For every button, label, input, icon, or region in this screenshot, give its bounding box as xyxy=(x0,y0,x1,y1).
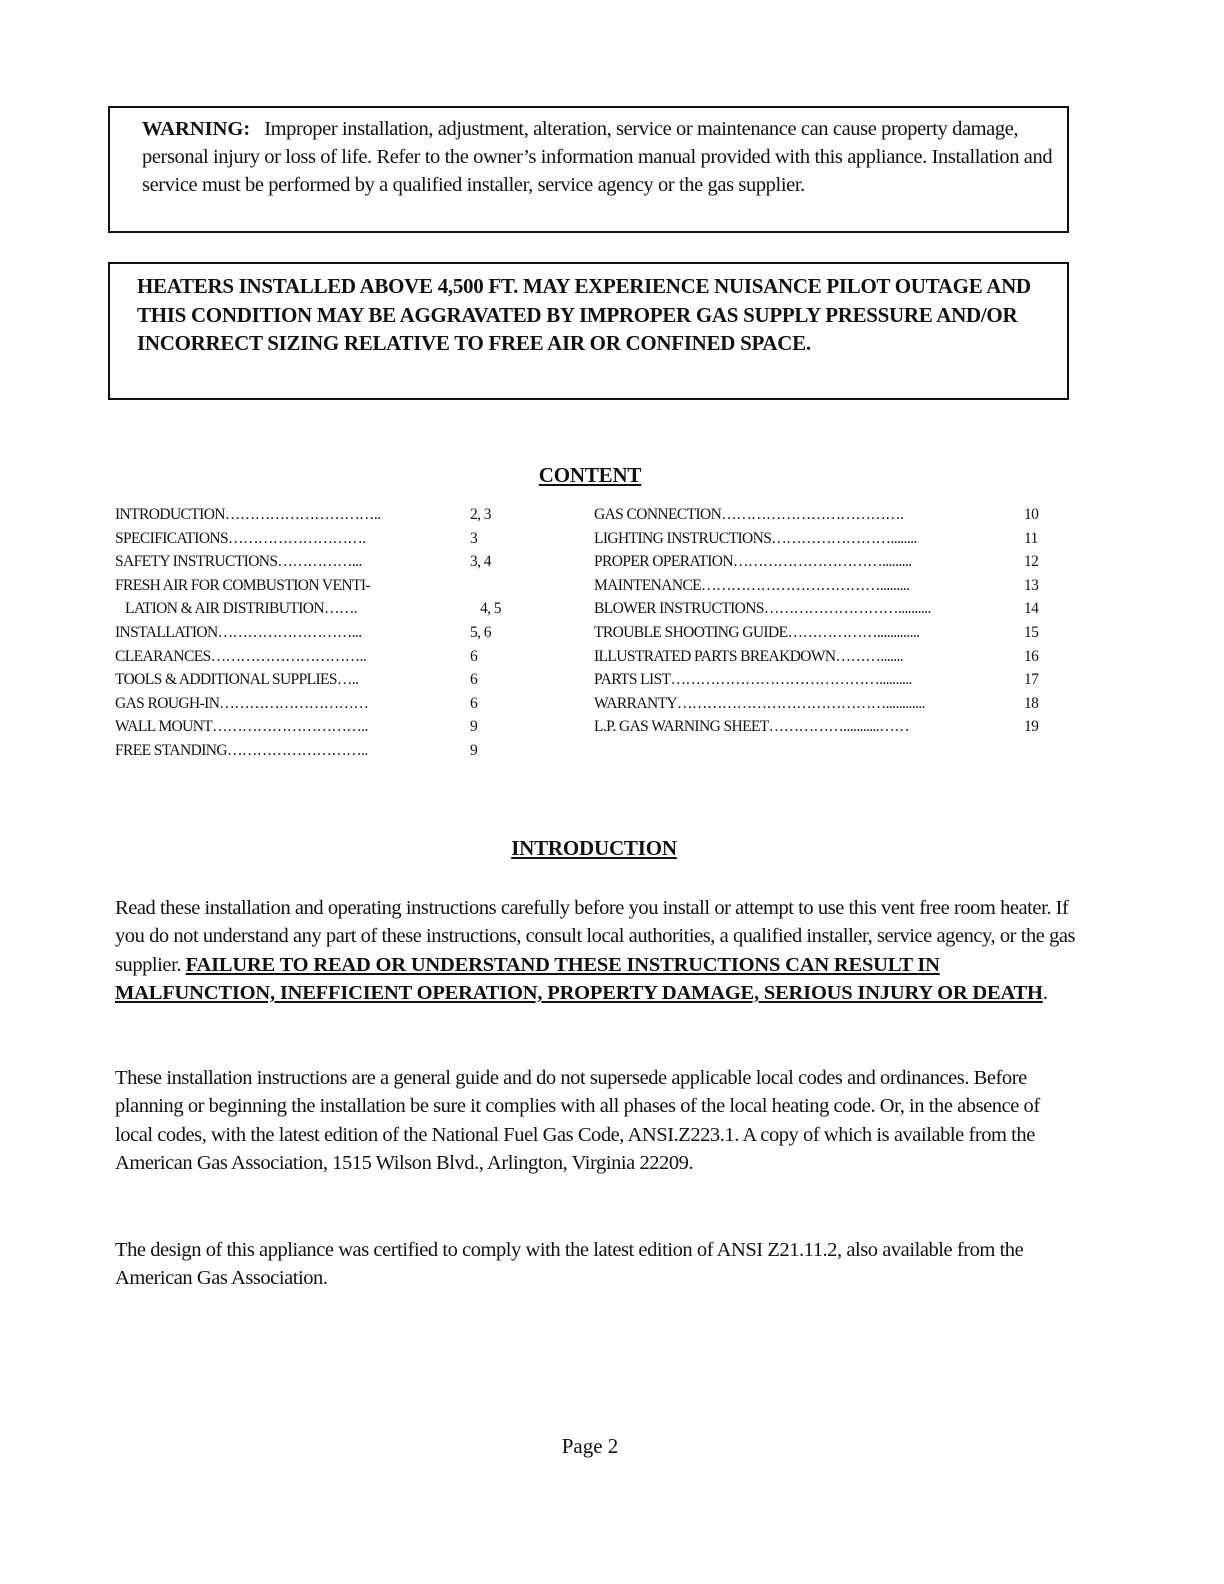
toc-entry xyxy=(594,715,1044,739)
toc-entry xyxy=(594,503,1044,527)
toc-entry-label: TROUBLE SHOOTING GUIDE………………............. xyxy=(594,623,920,641)
toc-entry-page: 11 xyxy=(1024,529,1038,547)
intro-p1-emphasis: FAILURE TO READ OR UNDERSTAND THESE INSTRUCTIONS CAN RESULT IN MALFUNCTION, INEFFICIENT OPERATION, PROPERTY DAMAGE, SERIOUS INJURY OR DEATH xyxy=(115,953,1043,1004)
toc-entry xyxy=(594,692,1044,716)
toc-entry-label: PARTS LIST…………………………………….......... xyxy=(594,671,912,689)
toc-entry xyxy=(115,550,525,574)
toc-entry xyxy=(594,645,1044,669)
toc-entry xyxy=(115,527,525,551)
toc-right-column xyxy=(594,503,1044,739)
content-heading: CONTENT xyxy=(538,463,642,487)
toc-entry xyxy=(594,574,1044,598)
toc-entry-label: L.P. GAS WARNING SHEET……………...........…… xyxy=(594,718,910,736)
toc-entry xyxy=(594,597,1044,621)
intro-p1-text: Read these installation and operating instructions carefully before you install or attempt to use this vent free room heater. If you do not understand any part of these instructions, consult local authorities, a qualified installer, service agency, or the gas supplier. xyxy=(115,897,1076,976)
toc-entry-label: LATION & AIR DISTRIBUTION……. xyxy=(125,600,358,618)
toc-entry xyxy=(115,597,525,621)
toc-entry-page: 6 xyxy=(470,671,478,689)
toc-entry xyxy=(594,527,1044,551)
toc-entry xyxy=(594,550,1044,574)
toc-entry-page: 14 xyxy=(1024,600,1039,618)
toc-entry xyxy=(115,692,525,716)
toc-entry-page: 5, 6 xyxy=(470,623,491,641)
toc-entry xyxy=(115,645,525,669)
toc-entry-page: 18 xyxy=(1024,694,1039,712)
intro-paragraph-3: The design of this appliance was certified to comply with the latest edition of ANSI Z21.11.2, also available from the American Gas Association. xyxy=(115,1239,1024,1290)
toc-entry-page: 2, 3 xyxy=(470,506,491,523)
toc-entry xyxy=(115,503,525,527)
toc-entry xyxy=(115,715,525,739)
toc-entry xyxy=(594,668,1044,692)
toc-entry-label: MAINTENANCE………………………………......... xyxy=(594,576,910,594)
toc-entry-label: INSTALLATION………………………... xyxy=(115,623,362,641)
warning-label: WARNING: xyxy=(142,118,251,140)
toc-entry-page: 16 xyxy=(1024,647,1039,665)
toc-entry-page: 17 xyxy=(1024,671,1039,689)
toc-entry-label: CLEARANCES………………………….. xyxy=(115,647,367,665)
toc-entry-page: 9 xyxy=(470,741,478,759)
toc-entry xyxy=(115,621,525,645)
toc-entry-label: FREE STANDING……………………….. xyxy=(115,741,368,759)
toc-entry-page: 9 xyxy=(470,718,478,736)
toc-entry-label: GAS ROUGH-IN………………………… xyxy=(115,694,369,712)
introduction-heading: INTRODUCTION xyxy=(511,836,677,860)
altitude-warning-box xyxy=(108,262,1069,400)
toc-entry-page: 13 xyxy=(1024,576,1039,594)
toc-entry-page: 6 xyxy=(470,647,478,665)
toc-entry-label: LIGHTING INSTRUCTIONS……………………........ xyxy=(594,529,917,547)
toc-entry-label: FRESH AIR FOR COMBUSTION VENTI- xyxy=(115,576,370,594)
toc-entry-label: INTRODUCTION………………………….. xyxy=(115,506,381,523)
toc-entry-label: GAS CONNECTION………………………………. xyxy=(594,506,904,523)
toc-entry-label: TOOLS & ADDITIONAL SUPPLIES….. xyxy=(115,671,359,689)
page-number: Page 2 xyxy=(561,1434,619,1458)
toc-entry-label: PROPER OPERATION…………………………......... xyxy=(594,553,912,571)
intro-p1-end: . xyxy=(1042,981,1048,1004)
toc-entry-page: 10 xyxy=(1024,506,1039,523)
toc-left-column xyxy=(115,503,525,763)
toc-entry xyxy=(115,668,525,692)
toc-entry xyxy=(115,739,525,763)
altitude-warning-text: HEATERS INSTALLED ABOVE 4,500 FT. MAY EXPERIENCE NUISANCE PILOT OUTAGE AND THIS CONDITION MAY BE AGGRAVATED BY IMPROPER GAS SUPPLY PRESSURE AND/OR INCORRECT SIZING RELATIVE TO FREE AIR OR CONFINED SPACE. xyxy=(137,274,1031,355)
warning-text: Improper installation, adjustment, alteration, service or maintenance can cause property damage, personal injury or loss of life. Refer to the owner’s information manual provided with this appliance. Installation and service must be performed by a qualified installer, service agency or the gas supplier. xyxy=(142,118,1053,196)
toc-entry-label: WALL MOUNT………………………….. xyxy=(115,718,368,736)
toc-entry xyxy=(594,621,1044,645)
warning-box xyxy=(108,106,1069,233)
toc-entry xyxy=(115,574,525,598)
toc-entry-page: 12 xyxy=(1024,553,1039,571)
toc-entry-label: ILLUSTRATED PARTS BREAKDOWN………....... xyxy=(594,647,904,665)
toc-entry-label: SPECIFICATIONS………………………. xyxy=(115,529,366,547)
toc-entry-page: 4, 5 xyxy=(480,600,501,618)
toc-entry-label: WARRANTY……………………………………............ xyxy=(594,694,925,712)
intro-paragraph-2: These installation instructions are a general guide and do not supersede applicable local codes and ordinances. Before planning or beginning the installation be sure it complies with all phases of the local heating code. Or, in the absence of local codes, with the latest edition of the National Fuel Gas Code, ANSI.Z223.1. A copy of which is available from the American Gas Association, 1515 Wilson Blvd., Arlington, Virginia 22209. xyxy=(115,1067,1040,1174)
toc-entry-page: 19 xyxy=(1024,718,1039,736)
toc-entry-label: SAFETY INSTRUCTIONS……………... xyxy=(115,553,362,571)
toc-entry-page: 3 xyxy=(470,529,478,547)
toc-entry-page: 6 xyxy=(470,694,478,712)
intro-paragraph-1 xyxy=(115,894,1080,1007)
toc-entry-page: 3, 4 xyxy=(470,553,491,571)
toc-entry-page: 15 xyxy=(1024,623,1039,641)
toc-entry-label: BLOWER INSTRUCTIONS……………………….......... xyxy=(594,600,931,618)
